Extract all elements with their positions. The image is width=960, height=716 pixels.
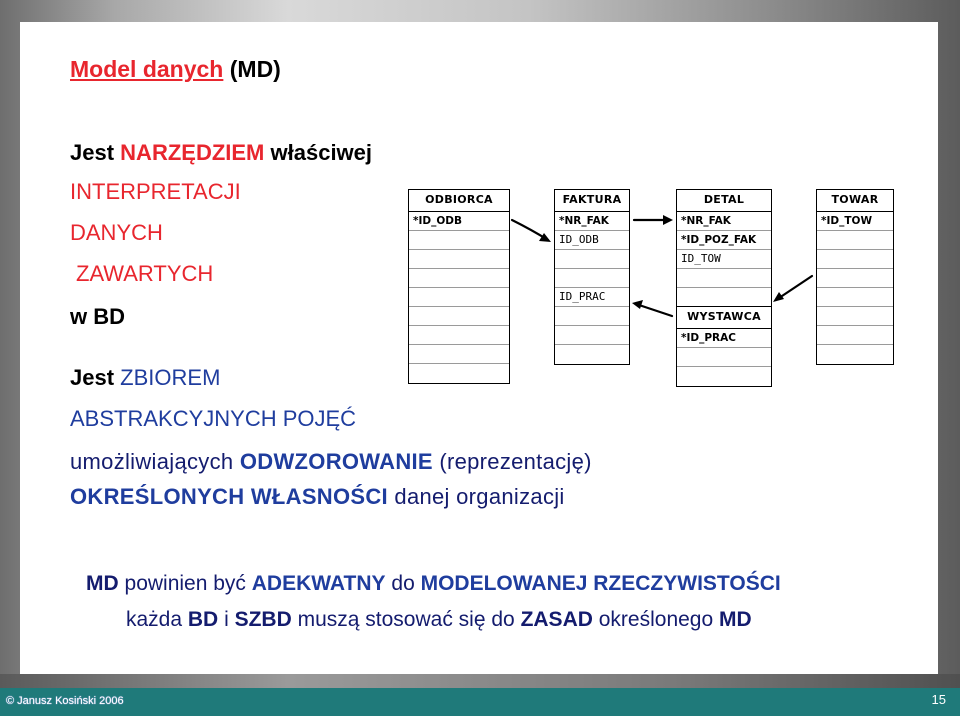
sec2-line4-suffix: danej organizacji (394, 484, 565, 509)
arrowhead-icon (539, 233, 551, 242)
sec1-line1-prefix: Jest (70, 140, 115, 165)
sec3-mid: powinien być (124, 572, 246, 595)
sec2-line1 (70, 365, 220, 391)
table-faktura (554, 189, 630, 365)
table-faktura-header: FAKTURA (555, 190, 629, 212)
table-wystawca (676, 306, 772, 387)
arrowhead-icon (632, 300, 643, 309)
sec2-line4-emph: OKREŚLONYCH WŁASNOŚCI (70, 484, 388, 509)
page-number: 15 (931, 692, 946, 707)
sec3-md: MD (86, 572, 119, 595)
table-odbiorca (408, 189, 510, 384)
table-towar-row (817, 269, 893, 288)
sec3-kazda: każda (126, 608, 183, 631)
table-towar-row (817, 326, 893, 345)
arrow-towar-detal (776, 276, 812, 300)
table-odbiorca-row (409, 307, 509, 326)
sec3-md2: MD (719, 608, 752, 631)
table-detal-row: ID_TOW (677, 250, 771, 269)
table-wystawca-row (677, 367, 771, 386)
table-odbiorca-row: *ID_ODB (409, 212, 509, 231)
sec2-line3-prefix: umożliwiających (70, 449, 234, 474)
arrowhead-icon (663, 215, 673, 225)
table-odbiorca-row (409, 326, 509, 345)
bottom-strip (0, 674, 960, 688)
sec1-line1-suffix: właściwej (270, 140, 373, 165)
sec3-i: i (224, 608, 229, 631)
table-towar-row (817, 307, 893, 326)
slide-title (70, 56, 281, 83)
table-detal-row: *NR_FAK (677, 212, 771, 231)
title-main: Model danych (70, 56, 224, 82)
sec2-line3 (70, 449, 592, 475)
sec3-modelowanej: MODELOWANEJ RZECZYWISTOŚCI (420, 572, 781, 595)
footer-copyright: © Janusz Kosiński 2006 (6, 695, 124, 707)
table-detal-row: *ID_POZ_FAK (677, 231, 771, 250)
footer-bar (0, 688, 960, 716)
table-faktura-row (555, 269, 629, 288)
table-odbiorca-row (409, 231, 509, 250)
table-towar-row (817, 288, 893, 307)
sec3-bd: BD (187, 608, 219, 631)
table-wystawca-row (677, 348, 771, 367)
table-faktura-row (555, 345, 629, 364)
table-odbiorca-row (409, 288, 509, 307)
table-detal-header: DETAL (677, 190, 771, 212)
table-towar (816, 189, 894, 365)
table-towar-header: TOWAR (817, 190, 893, 212)
table-wystawca-header: WYSTAWCA (677, 307, 771, 329)
sec3-do: do (391, 572, 415, 595)
table-detal-row (677, 288, 771, 307)
table-towar-row: *ID_TOW (817, 212, 893, 231)
table-wystawca-row: *ID_PRAC (677, 329, 771, 348)
table-faktura-row: ID_ODB (555, 231, 629, 250)
sec1-line3: DANYCH (70, 220, 163, 245)
sec2-line1-emph: ZBIOREM (120, 365, 221, 390)
sec2-line1-prefix: Jest (70, 365, 115, 390)
arrow-odbiorca-faktura (512, 220, 548, 240)
sec3-zasad: ZASAD (520, 608, 593, 631)
table-detal-row (677, 269, 771, 288)
sec3-adekwatny: ADEKWATNY (251, 572, 386, 595)
table-faktura-row: ID_PRAC (555, 288, 629, 307)
arrow-wystawca-faktura (636, 304, 672, 316)
table-detal (676, 189, 772, 308)
sec2-line3-suffix: (reprezentację) (439, 449, 592, 474)
table-faktura-row (555, 326, 629, 345)
sec3-okreslonego: określonego (598, 608, 714, 631)
arrowhead-icon (773, 292, 784, 302)
sec2-line3-emph: ODWZOROWANIE (239, 449, 433, 474)
table-odbiorca-row (409, 250, 509, 269)
sec1-line1 (70, 140, 372, 166)
sec3-szbd: SZBD (234, 608, 292, 631)
sec2-line4 (70, 484, 565, 510)
table-faktura-row (555, 250, 629, 269)
slide (20, 22, 938, 674)
table-towar-row (817, 231, 893, 250)
table-odbiorca-row (409, 364, 509, 383)
sec1-line4: ZAWARTYCH (76, 261, 214, 286)
sec1-line5: w BD (70, 304, 125, 329)
sec1-line1-emph: NARZĘDZIEM (120, 140, 265, 165)
table-odbiorca-header: ODBIORCA (409, 190, 509, 212)
table-towar-row (817, 345, 893, 364)
table-odbiorca-row (409, 345, 509, 364)
sec2-line2: ABSTRAKCYJNYCH POJĘĆ (70, 406, 357, 431)
sec3-line1 (86, 572, 781, 596)
sec3-line2 (126, 608, 752, 632)
sec3-musza: muszą stosować się do (297, 608, 515, 631)
sec1-line2: INTERPRETACJI (70, 179, 241, 204)
table-faktura-row (555, 307, 629, 326)
table-faktura-row: *NR_FAK (555, 212, 629, 231)
table-odbiorca-row (409, 269, 509, 288)
table-towar-row (817, 250, 893, 269)
title-abbr: (MD) (229, 56, 281, 82)
